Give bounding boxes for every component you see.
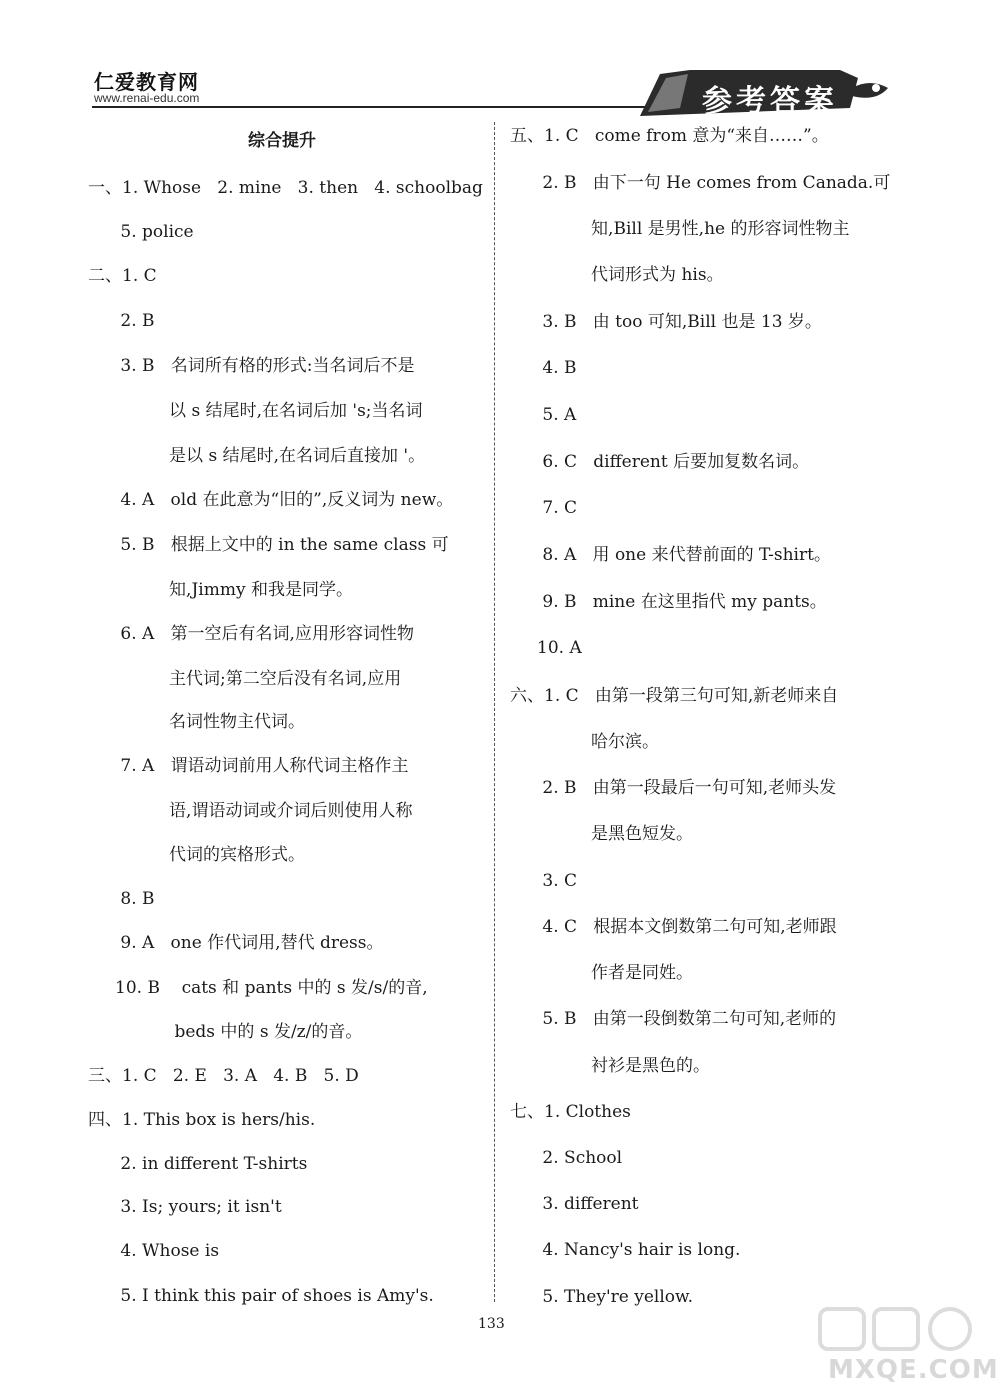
answer-line: 6. C different 后要加复数名词。 [510, 452, 810, 472]
answer-line: beds 中的 s 发/z/的音。 [88, 1022, 363, 1042]
answer-line: 语,谓语动词或介词后则使用人称 [88, 801, 413, 821]
answer-line: 二、1. C [88, 266, 157, 286]
section-title: 综合提升 [248, 131, 316, 151]
answer-line: 7. C [510, 498, 578, 518]
watermark-logo [790, 1305, 999, 1385]
answer-line: 代词形式为 his。 [510, 265, 724, 285]
answer-line: 3. C [510, 871, 578, 891]
answer-line: 作者是同姓。 [510, 963, 694, 983]
answer-line: 5. I think this pair of shoes is Amy's. [88, 1286, 434, 1306]
answer-line: 三、1. C 2. E 3. A 4. B 5. D [88, 1066, 359, 1086]
answer-line: 衬衫是黑色的。 [510, 1056, 711, 1076]
answer-line: 3. Is; yours; it isn't [88, 1197, 282, 1217]
answer-line: 10. B cats 和 pants 中的 s 发/s/的音, [88, 978, 428, 998]
answer-line: 代词的宾格形式。 [88, 845, 306, 865]
answer-line: 以 s 结尾时,在名词后加 's;当名词 [88, 401, 423, 421]
answer-line: 六、1. C 由第一段第三句可知,新老师来自 [510, 686, 839, 706]
answer-line: 是黑色短发。 [510, 824, 694, 844]
answer-line: 3. B 名词所有格的形式:当名词后不是 [88, 356, 415, 376]
answer-line: 5. B 根据上文中的 in the same class 可 [88, 535, 449, 555]
header-rule [92, 106, 652, 108]
answer-banner [640, 68, 900, 118]
answer-line: 3. different [510, 1194, 639, 1214]
answer-line: 10. A [510, 638, 582, 658]
answer-line: 2. B [88, 311, 155, 331]
brand-name: 仁爱教育网 [94, 70, 199, 94]
answer-line: 七、1. Clothes [510, 1102, 631, 1122]
answer-line: 4. C 根据本文倒数第二句可知,老师跟 [510, 917, 837, 937]
answer-line: 4. B [510, 358, 577, 378]
answer-line: 9. A one 作代词用,替代 dress。 [88, 933, 384, 953]
watermark-text: MXQE.COM [828, 1355, 999, 1385]
page-header [0, 0, 1000, 120]
answer-line: 知,Jimmy 和我是同学。 [88, 580, 353, 600]
answer-line: 4. A old 在此意为“旧的”,反义词为 new。 [88, 490, 454, 510]
answer-line: 主代词;第二空后没有名词,应用 [88, 669, 402, 689]
answer-line: 5. A [510, 405, 577, 425]
answer-line: 6. A 第一空后有名词,应用形容词性物 [88, 624, 414, 644]
answer-line: 4. Nancy's hair is long. [510, 1240, 741, 1260]
answer-line: 2. B 由下一句 He comes from Canada.可 [510, 173, 891, 193]
answer-line: 4. Whose is [88, 1241, 220, 1261]
answer-line: 2. in different T-shirts [88, 1154, 308, 1174]
answer-line: 知,Bill 是男性,he 的形容词性物主 [510, 219, 850, 239]
answer-line: 8. B [88, 889, 155, 909]
answer-line: 一、1. Whose 2. mine 3. then 4. schoolbag [88, 178, 483, 198]
answer-line: 是以 s 结尾时,在名词后直接加 '。 [88, 446, 426, 466]
page-number: 133 [478, 1316, 505, 1332]
answer-line: 四、1. This box is hers/his. [88, 1110, 316, 1130]
answer-line: 7. A 谓语动词前用人称代词主格作主 [88, 756, 409, 776]
answer-line: 2. School [510, 1148, 623, 1168]
answer-line: 名词性物主代词。 [88, 712, 306, 732]
answer-line: 5. police [88, 222, 194, 242]
answer-line: 5. B 由第一段倒数第二句可知,老师的 [510, 1009, 837, 1029]
column-divider [494, 122, 495, 1302]
answer-line: 3. B 由 too 可知,Bill 也是 13 岁。 [510, 312, 822, 332]
banner-title: 参考答案 [702, 84, 838, 119]
answer-line: 8. A 用 one 来代替前面的 T-shirt。 [510, 545, 831, 565]
answer-line: 哈尔滨。 [510, 732, 660, 752]
answer-line: 2. B 由第一段最后一句可知,老师头发 [510, 778, 837, 798]
answer-line: 9. B mine 在这里指代 my pants。 [510, 592, 827, 612]
site-url: www.renai-edu.com [94, 91, 200, 105]
answer-line: 5. They're yellow. [510, 1287, 693, 1307]
answer-line: 五、1. C come from 意为“来自……”。 [510, 126, 829, 146]
